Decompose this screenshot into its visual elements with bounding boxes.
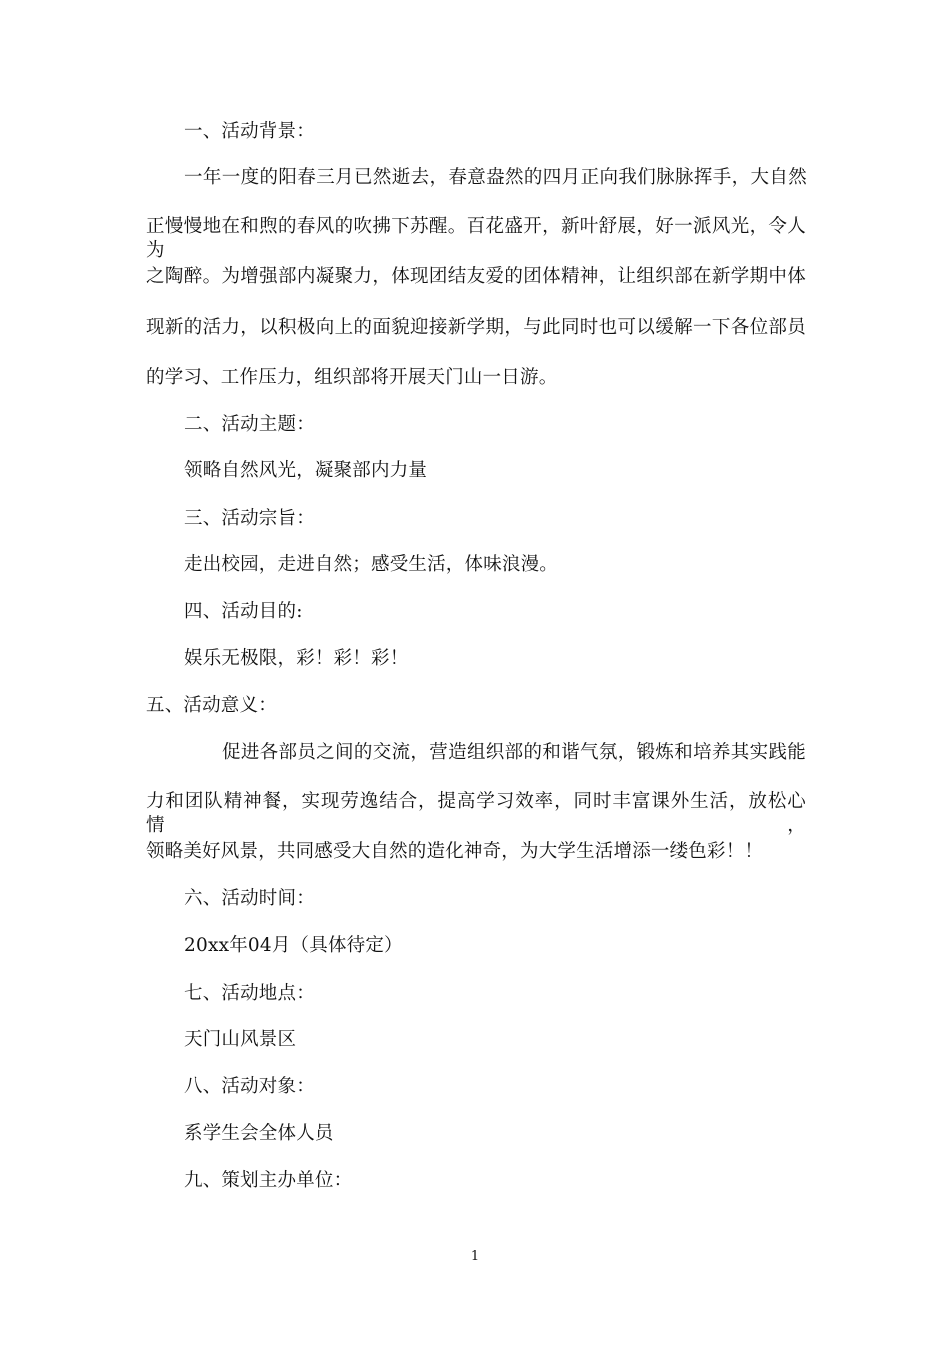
paragraph-line: 之陶醉。为增强部内凝聚力，体现团结友爱的团体精神，让组织部在新学期中体 [146, 266, 806, 287]
section-heading-time: 六、活动时间： [184, 888, 315, 909]
section-heading-purpose: 三、活动宗旨： [184, 508, 315, 529]
section-heading-theme: 二、活动主题： [184, 414, 315, 435]
paragraph-line: 的学习、工作压力，组织部将开展天门山一日游。 [146, 367, 558, 388]
section-heading-significance: 五、活动意义： [146, 695, 277, 716]
section-content-location: 天门山风景区 [184, 1029, 297, 1050]
paragraph-line: 现新的活力，以积极向上的面貌迎接新学期，与此同时也可以缓解一下各位部员 [146, 317, 806, 338]
section-content-goal: 娱乐无极限，彩！彩！彩！ [184, 648, 409, 669]
section-heading-participants: 八、活动对象： [184, 1076, 315, 1097]
section-heading-background: 一、活动背景： [184, 121, 315, 142]
section-heading-organizer: 九、策划主办单位： [184, 1170, 353, 1191]
paragraph-line: 促进各部员之间的交流，营造组织部的和谐气氛，锻炼和培养其实践能 [222, 742, 806, 763]
section-content-theme: 领略自然风光，凝聚部内力量 [184, 460, 428, 481]
paragraph-line: 领略美好风景，共同感受大自然的造化神奇，为大学生活增添一缕色彩！！ [146, 841, 764, 862]
section-heading-goal: 四、活动目的: [184, 601, 303, 622]
section-content-time: 20xx年04月（具体待定） [184, 935, 403, 956]
paragraph-line: 正慢慢地在和煦的春风的吹拂下苏醒。百花盛开，新叶舒展，好一派风光，令人为 [146, 216, 806, 261]
page-number: 1 [470, 1249, 480, 1264]
section-content-purpose: 走出校园，走进自然；感受生活，体味浪漫。 [184, 554, 559, 575]
paragraph-line: 力和团队精神餐，实现劳逸结合，提高学习效率，同时丰富课外生活，放松心情， [146, 791, 806, 836]
section-heading-location: 七、活动地点： [184, 983, 315, 1004]
paragraph-line: 一年一度的阳春三月已然逝去，春意盎然的四月正向我们脉脉挥手，大自然 [184, 167, 807, 188]
section-content-participants: 系学生会全体人员 [184, 1123, 334, 1144]
